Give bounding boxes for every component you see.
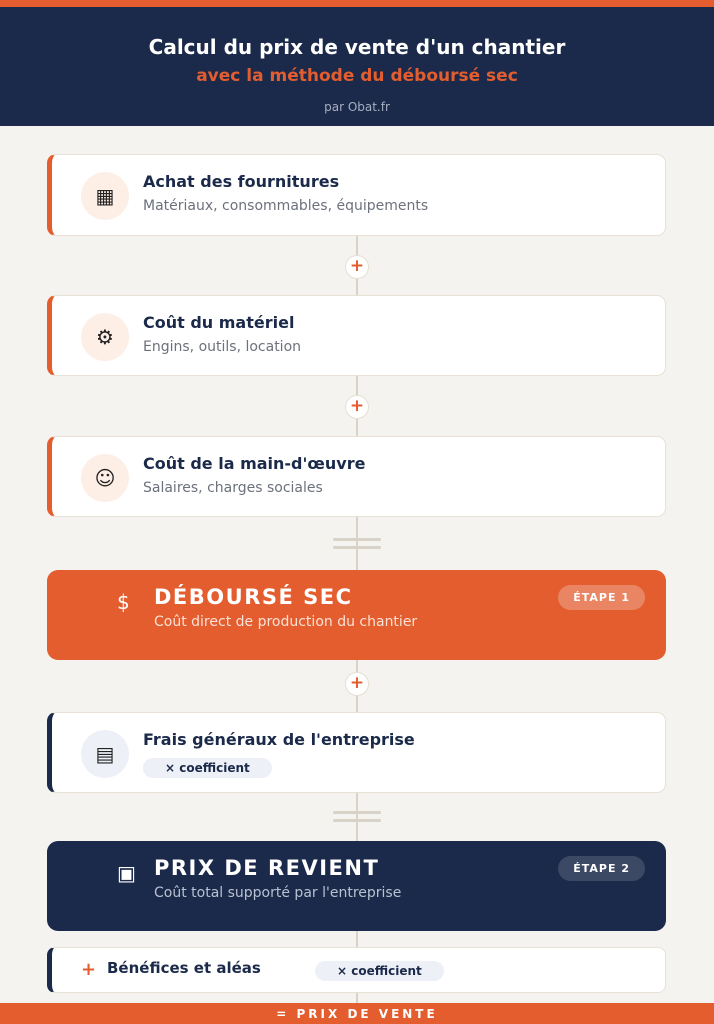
stage-subtitle: Coût direct de production du chantier [154,614,418,630]
stage-subtitle: Coût total supporté par l'entreprise [154,885,402,901]
stage-title: DÉBOURSÉ SEC [154,585,353,609]
final-result-bar: = PRIX DE VENTE [0,1003,714,1024]
top-accent-bar [0,0,714,7]
cost-item-title: Coût du matériel [143,313,295,332]
coefficient-pill: × coefficient [315,961,444,981]
cost-item-subtitle: Salaires, charges sociales [143,480,323,496]
overhead-title: Frais généraux de l'entreprise [143,730,415,749]
stage-prix-de-revient [47,841,666,931]
plus-operator: + [345,395,369,419]
cost-item-main-oeuvre [47,436,666,517]
coefficient-pill: × coefficient [143,758,272,778]
byline: par Obat.fr [324,100,390,114]
stage-debourse-sec [47,570,666,660]
page-title: Calcul du prix de vente d'un chantier [148,35,566,59]
plus-operator: + [345,672,369,696]
overhead-item [47,712,666,793]
connector-line [356,993,358,1003]
plus-operator: + [81,959,97,980]
plus-operator: + [345,255,369,279]
stage-badge: ÉTAPE 2 [558,856,645,881]
cost-item-subtitle: Matériaux, consommables, équipements [143,198,429,214]
crane-icon: ⚙ [81,313,129,361]
page-header [0,7,714,126]
equals-operator [333,538,381,550]
stage-title: PRIX DE REVIENT [154,856,380,880]
margin-item [47,947,666,993]
equals-operator [333,811,381,823]
connector-line [356,931,358,947]
calculator-icon: ▣ [117,861,136,885]
worker-icon: ☺ [81,454,129,502]
cost-item-fournitures [47,154,666,236]
money-icon: $ [117,590,130,614]
margin-title: Bénéfices et aléas [107,959,261,977]
bricks-icon: ▦ [81,172,129,220]
cost-item-title: Coût de la main-d'œuvre [143,454,366,473]
cost-item-materiel [47,295,666,376]
page-subtitle: avec la méthode du déboursé sec [196,66,518,86]
cost-item-subtitle: Engins, outils, location [143,339,302,355]
cost-item-title: Achat des fournitures [143,172,340,191]
office-icon: ▤ [81,730,129,778]
stage-badge: ÉTAPE 1 [558,585,645,610]
